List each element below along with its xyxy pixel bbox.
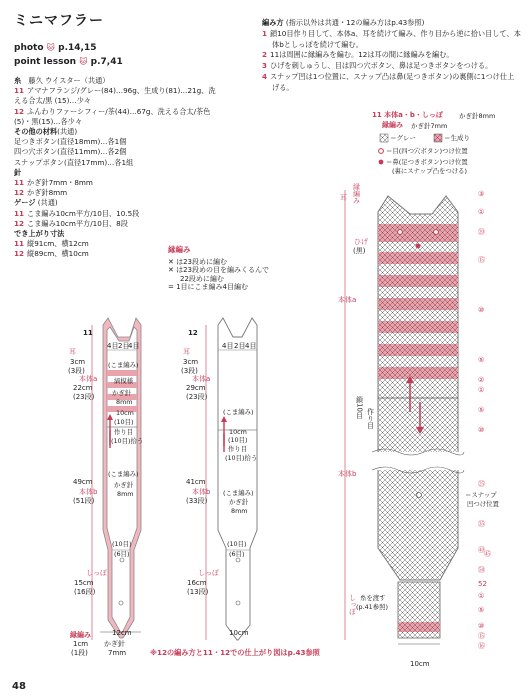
- dim-label: (23段): [186, 393, 208, 401]
- dim-label: (13段): [187, 588, 209, 596]
- chart-edge: 縁編み: [382, 121, 403, 129]
- edging-line: ✕ は23段めの目を編みくるんで: [168, 266, 269, 274]
- cat-icon: 🐱: [79, 57, 88, 66]
- chart-pink-band: [378, 275, 458, 287]
- button-mark: [236, 558, 240, 562]
- dim-label: 16cm: [187, 579, 207, 587]
- needle-heading: 針: [14, 167, 22, 177]
- dim-label: 41cm: [186, 478, 206, 486]
- dim-label: 15cm: [74, 579, 94, 587]
- other-common: (共通): [57, 127, 78, 137]
- row-mark: ㉕: [478, 480, 485, 488]
- row-mark: ⑯: [478, 642, 485, 650]
- inner-label: (10目)拾う: [111, 437, 144, 445]
- chart-beard-color: (黒): [353, 247, 366, 255]
- inner-label: 作り目: [228, 445, 248, 453]
- inner-label: (こま編み): [223, 489, 254, 497]
- gauge-11: こま編み10cm平方/10目、10.5段: [27, 208, 140, 218]
- row-mark: ⑤: [478, 606, 485, 614]
- chart-body-b: 本体b: [338, 470, 357, 478]
- photo-label: photo: [14, 43, 44, 53]
- yarn-12-line2: (5)・黒(15)…各少々: [14, 116, 83, 126]
- chart-body-a: 本体a: [338, 296, 357, 304]
- inner-label: かぎ針: [114, 481, 134, 489]
- chart-pink-band: [378, 367, 458, 379]
- chart-chain: 鎖10目: [355, 396, 364, 419]
- inner-label: (10目)拾う: [225, 454, 258, 462]
- chart-start: 作り目: [366, 408, 375, 429]
- gauge-12: こま編み10cm平方/10目、8段: [27, 218, 128, 228]
- count-label: 2目: [234, 342, 246, 350]
- row-mark: ①: [478, 386, 485, 394]
- count-label: 2目: [118, 342, 130, 350]
- row-mark: ①: [478, 208, 485, 216]
- dim-label: 29cm: [186, 384, 206, 392]
- hook-label: かぎ針: [104, 640, 125, 648]
- inner-label: かぎ針: [229, 498, 249, 506]
- gauge-common: (共通): [37, 198, 58, 208]
- row-mark: ⑩: [478, 622, 485, 630]
- body-a-label: 本体a: [192, 375, 211, 383]
- inner-label: (10目): [114, 418, 134, 426]
- tail-label: しっぽ: [86, 569, 107, 577]
- inner-label: 8mm: [117, 490, 134, 498]
- inner-label: 10cm: [229, 428, 247, 436]
- yarn-12-line: ふんわりファーシフィー/茶(44)…67g、洗える合太/茶色: [27, 106, 211, 116]
- needle-12: かぎ針8mm: [27, 188, 68, 198]
- page-number: 48: [12, 681, 26, 692]
- row-mark: 52: [478, 580, 487, 588]
- inner-label: 8mm: [116, 398, 133, 406]
- step-number: 1: [262, 28, 268, 38]
- width-label: 10cm: [229, 629, 249, 637]
- stripe: [107, 370, 137, 376]
- step-number: 2: [262, 50, 268, 60]
- scarf-11-number: 11: [83, 329, 93, 337]
- row-mark: ⑮: [478, 256, 485, 264]
- legend-eye: ＝目(四つ穴ボタン)つけ位置: [386, 147, 468, 155]
- dim-label: (3段): [68, 367, 85, 375]
- step-text: 鎖10目作り目して、本体a、耳を続けて編み、作り目から逆に拾い目して、本: [270, 28, 521, 38]
- legend-white-swatch: [434, 134, 442, 142]
- chart-pink-band: [378, 224, 458, 242]
- row-mark: ⑤: [478, 406, 485, 414]
- inner-label: (こま編み): [108, 361, 139, 369]
- row-mark: ⑩: [478, 426, 485, 434]
- dim-label: 3cm: [183, 358, 199, 366]
- inner-label: (こま編み): [223, 408, 254, 416]
- dim-label: (16段): [74, 588, 96, 596]
- inner-label: (6目): [114, 550, 130, 558]
- chart-thread: 糸を渡す: [360, 594, 386, 602]
- legend-nose: ＝鼻(足つきボタン)つけ位置: [386, 158, 468, 166]
- count-label: 4目: [107, 342, 119, 350]
- legend-grey-swatch: [380, 134, 388, 142]
- chart-pink-band: [378, 344, 458, 356]
- photo-pages: p.14,15: [58, 43, 97, 53]
- lesson-label: point lesson: [14, 57, 77, 67]
- step-text: ひげを刺しゅうし、目は四つ穴ボタン、鼻は足つきボタンをつける。: [270, 61, 493, 71]
- gauge-heading: ゲージ: [14, 198, 36, 208]
- row-mark: ⑤: [478, 356, 485, 364]
- legend-nose-swatch: [379, 160, 384, 165]
- method-heading: 編み方: [262, 18, 284, 27]
- chart-thread2: (p.41参照): [356, 603, 388, 611]
- inner-label: (10目): [228, 436, 248, 444]
- legend-white: ＝生成り: [444, 134, 470, 142]
- edge-label: 縁編み: [70, 631, 91, 639]
- count-label: 4目: [245, 342, 257, 350]
- method-note: (指示以外は共通・12の編み方はp.43参照): [285, 18, 425, 27]
- size-12: 縦89cm、横10cm: [27, 249, 89, 259]
- dim-label: 22cm: [73, 384, 93, 392]
- edging-line: ✕ は23段めに編む: [168, 257, 227, 266]
- ear-label: 耳: [183, 348, 190, 356]
- inner-label: (6目): [229, 550, 245, 558]
- nose-mark: [416, 244, 421, 249]
- chart-tail: しっぽ: [348, 594, 357, 615]
- inner-label: (こま編み): [108, 470, 139, 478]
- chart-snap: ＝スナップ: [465, 491, 497, 499]
- lesson-pages: p.7,41: [90, 57, 123, 67]
- chart-title-hook: かぎ針8mm: [459, 112, 496, 120]
- row-mark: ㊿: [478, 566, 485, 574]
- other-line: 四つ穴ボタン(直径11mm)…各2個: [14, 147, 127, 157]
- ear-label: 耳: [69, 348, 76, 356]
- footnote: ※12の編み方と11・12での仕上がり図はp.43参照: [150, 648, 320, 657]
- button-mark: [120, 558, 124, 562]
- materials-block: 糸 藤久 ウイスター（共通） 11 アマナフランジ/グレー(84)…96g、生成り(81)…21g、洗 える合太/黒 (15)…少々 12 ふんわりファーシフィー/茶(44)…67g、洗える合太/茶色 (5)・黒(15)…各少々 その他の材料(共通) 足つきボタン(直径18mm)…各1個 四つ穴ボタン(直径11mm)…各2個 スナップボタン(直径17mm)…各1組 針 11 かぎ針7mm・8mm 12 かぎ針8mm ゲージ (共通) 11 こま編み10cm平方/10目、10.5段 12 こま編み10cm平方/10目、8段 でき上がり寸法 11 縦91cm、横12cm 12 縦89cm、横10cm: [14, 76, 254, 260]
- inner-label: 10cm: [116, 409, 134, 417]
- inner-label: 縞模様: [114, 377, 134, 385]
- dim-label: (1段): [71, 649, 88, 657]
- body-b-label: 本体b: [79, 488, 98, 496]
- dim-label: (3段): [181, 367, 198, 375]
- page-title: ミニマフラー: [14, 13, 104, 29]
- snap-mark: [417, 493, 422, 498]
- dim-label: 1cm: [73, 640, 89, 648]
- dim-label: (23段): [73, 393, 95, 401]
- dim-label: (51段): [73, 497, 95, 505]
- button-mark: [119, 601, 123, 605]
- dim-label: 49cm: [73, 478, 93, 486]
- scarf-12-body: [218, 318, 257, 640]
- chart-beard: ひげ: [354, 238, 368, 246]
- step-number: 3: [262, 61, 268, 71]
- row-mark: ②: [478, 376, 485, 384]
- cat-icon: 🐱: [46, 43, 56, 52]
- count-label: 4目: [222, 342, 234, 350]
- yarn-brand: 藤久 ウイスター（共通）: [28, 76, 110, 85]
- size-11: 縦91cm、横12cm: [27, 239, 89, 249]
- inner-label: 作り目: [114, 428, 134, 436]
- row-mark: ①: [478, 592, 485, 600]
- count-label: 4目: [128, 342, 140, 350]
- yarn-11-line2: える合太/黒 (15)…少々: [14, 96, 91, 106]
- step-text: 11は周囲に縁編みを編む。12は耳の間に縁編みを編む。: [270, 50, 454, 60]
- eye-mark: [434, 230, 439, 235]
- width-label: 12cm: [112, 629, 132, 637]
- legend-nose2: (裏にスナップ凸をつける): [392, 167, 468, 175]
- eye-mark: [398, 230, 403, 235]
- size-heading: でき上がり寸法: [14, 229, 65, 239]
- legend-eye-swatch: [379, 149, 384, 154]
- body-b-label: 本体b: [192, 488, 211, 496]
- chart-edge-side: 縁編み: [352, 183, 361, 204]
- step-text: スナップ凹は1つ位置に、スナップ凸は鼻(足つきボタン)の裏側に1つけ仕上: [270, 71, 515, 81]
- dim-label: 3cm: [70, 358, 86, 366]
- yarn-heading: 糸: [14, 76, 22, 85]
- row-mark: ⑳: [478, 228, 485, 236]
- legend-grey: ＝グレー: [390, 134, 416, 142]
- row-mark: ㊺: [484, 550, 491, 558]
- chart-title: 11 本体a・b・しっぽ: [372, 111, 443, 119]
- chart-edge-hook: かぎ針7mm: [411, 122, 448, 130]
- step-number: 4: [262, 71, 268, 81]
- dim-label: (33段): [186, 497, 208, 505]
- edging-title: 縁編み: [168, 245, 191, 254]
- chart-pink-band: [378, 298, 458, 310]
- other-heading: その他の材料: [14, 127, 58, 137]
- row-mark: ㊵: [478, 546, 485, 554]
- row-mark: ⑩: [478, 306, 485, 314]
- button-mark: [236, 601, 240, 605]
- edging-line: 22段めに編む: [180, 274, 224, 283]
- other-line: スナップボタン(直径17mm)…各1組: [14, 157, 134, 167]
- other-line: 足つきボタン(直径18mm)…各1個: [14, 137, 127, 147]
- inner-label: かぎ針: [112, 389, 132, 397]
- row-mark: ③: [478, 190, 485, 198]
- inner-label: 8mm: [231, 507, 248, 515]
- yarn-11-line: アマナフランジ/グレー(84)…96g、生成り(81)…21g、洗: [27, 86, 216, 96]
- step-text: 体bとしっぽを続けて編む。: [272, 39, 363, 49]
- inner-label: (10目): [112, 540, 132, 548]
- chart-width: 10cm: [410, 660, 430, 668]
- body-a-label: 本体a: [79, 375, 98, 383]
- scarf-12-number: 12: [188, 329, 198, 337]
- chart-pink-band: [378, 321, 458, 333]
- row-mark: ⑮: [478, 632, 485, 640]
- chart-pink-band: [378, 252, 458, 264]
- chart-snap2: 凹つけ位置: [467, 500, 499, 508]
- inner-label: (10目): [227, 540, 247, 548]
- edging-line: = 1目にこま編み4目編む: [168, 283, 248, 291]
- tail-label: しっぽ: [198, 569, 219, 577]
- hook-label: 7mm: [108, 649, 127, 657]
- needle-11: かぎ針7mm・8mm: [27, 178, 93, 188]
- row-mark: ㉟: [478, 520, 485, 528]
- step-text: げる。: [272, 82, 294, 92]
- tail-pink: [398, 622, 440, 632]
- chart-ear: 耳: [340, 194, 347, 202]
